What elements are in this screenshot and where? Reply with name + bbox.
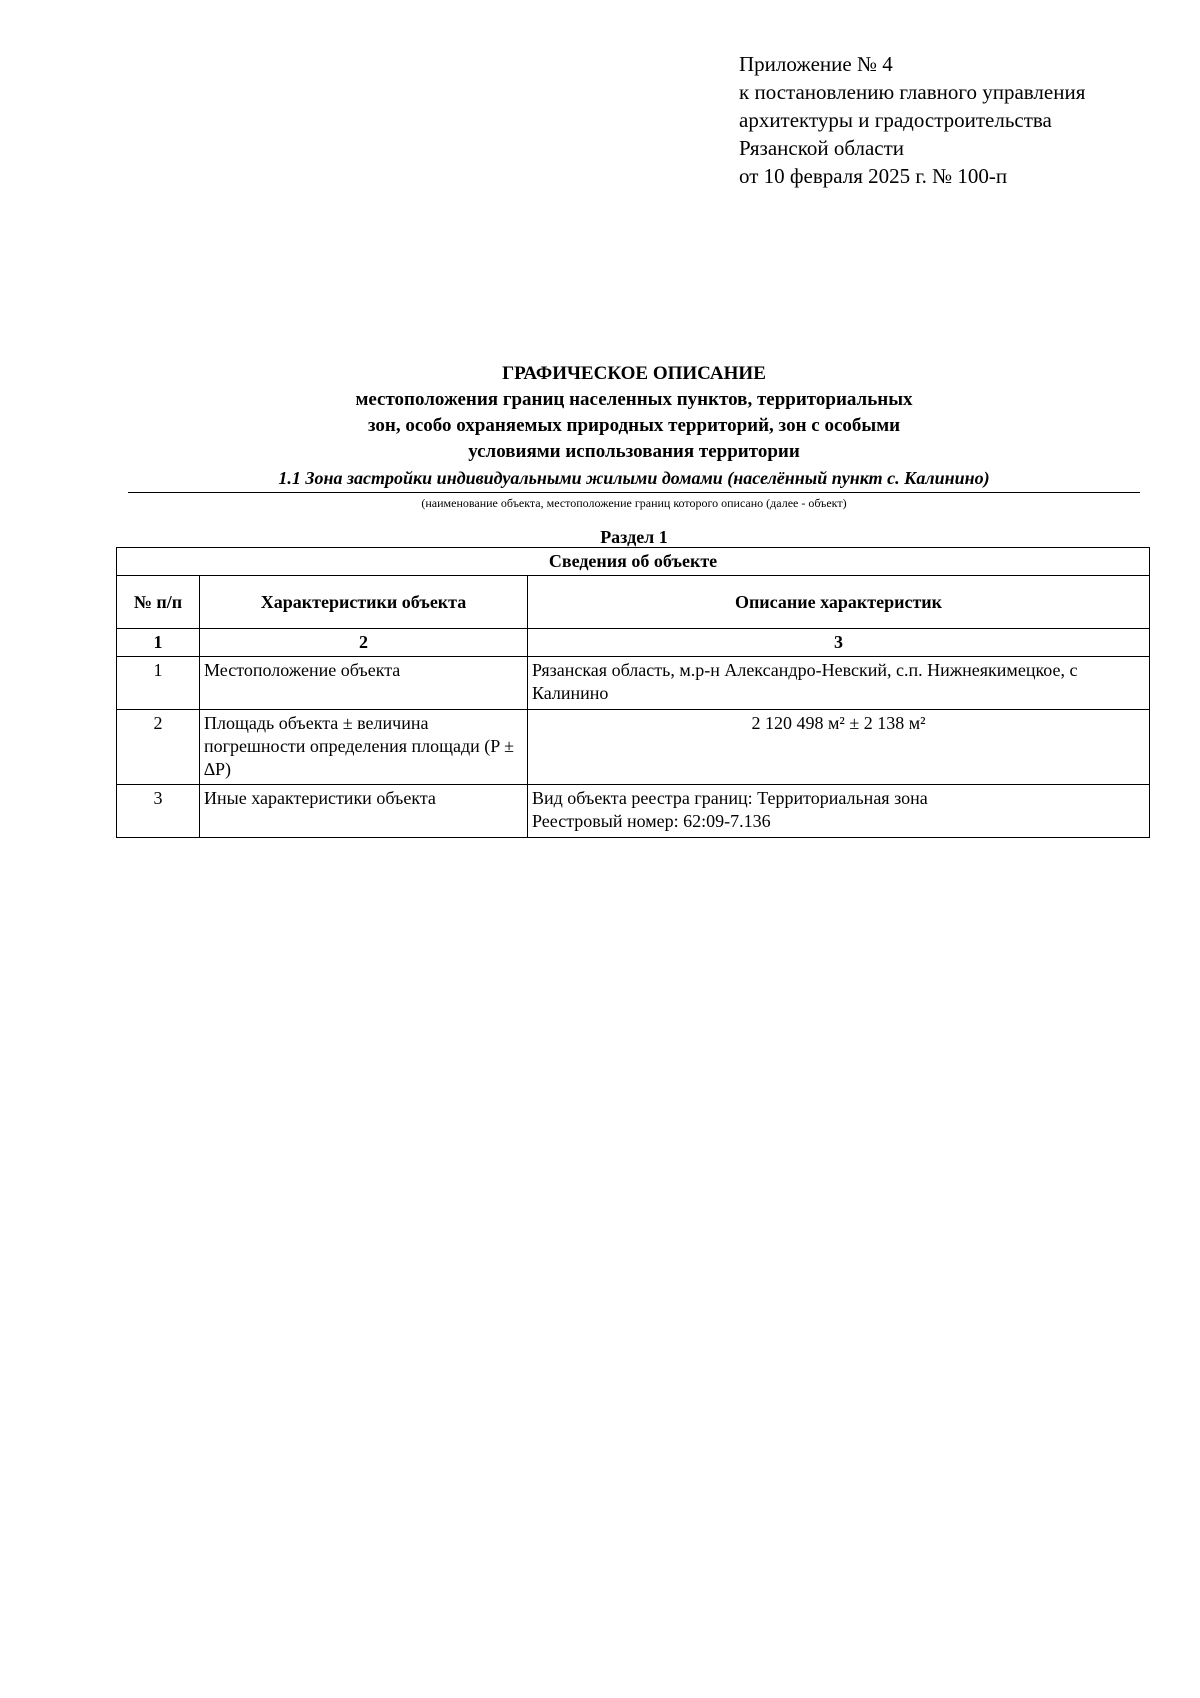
header-num: № п/п xyxy=(117,576,200,629)
column-number: 3 xyxy=(528,629,1150,657)
row-characteristic: Площадь объекта ± величина погрешности определения площади (P ± ∆P) xyxy=(200,710,528,785)
object-name-underline xyxy=(128,492,1140,493)
header-characteristic: Характеристики объекта xyxy=(200,576,528,629)
title-line: условиями использования территории xyxy=(468,441,800,462)
section-title: Раздел 1 xyxy=(600,527,668,547)
row-num: 3 xyxy=(117,785,200,838)
description-line: Реестровый номер: 62:09-7.136 xyxy=(532,811,771,831)
description-line: Вид объекта реестра границ: Территориальная зона xyxy=(532,788,928,808)
column-number: 2 xyxy=(200,629,528,657)
document-title xyxy=(0,361,1200,465)
column-number: 1 xyxy=(117,629,200,657)
appendix-header xyxy=(739,50,1085,190)
table-row xyxy=(117,785,1150,838)
object-name: 1.1 Зона застройки индивидуальными жилыми домами (населённый пункт с. Калинино) xyxy=(278,468,990,488)
row-characteristic: Местоположение объекта xyxy=(200,657,528,710)
appendix-line: к постановлению главного управления xyxy=(739,80,1086,104)
title-line: зон, особо охраняемых природных территорий, зон с особыми xyxy=(367,415,901,436)
row-num: 2 xyxy=(117,710,200,785)
table-row xyxy=(117,710,1150,785)
row-characteristic: Иные характеристики объекта xyxy=(200,785,528,838)
appendix-line: от 10 февраля 2025 г. № 100-п xyxy=(739,164,1008,188)
row-description: 2 120 498 м² ± 2 138 м² xyxy=(528,710,1150,785)
row-description xyxy=(528,785,1150,838)
appendix-line: архитектуры и градостроительства xyxy=(739,108,1052,132)
table-caption: Сведения об объекте xyxy=(117,548,1150,576)
title-line: местоположения границ населенных пунктов, территориальных xyxy=(355,389,913,410)
row-num: 1 xyxy=(117,657,200,710)
object-name-caption: (наименование объекта, местоположение границ которого описано (далее - объект) xyxy=(421,496,847,510)
object-info-table xyxy=(116,547,1150,838)
appendix-line: Рязанской области xyxy=(739,136,905,160)
title-line: ГРАФИЧЕСКОЕ ОПИСАНИЕ xyxy=(502,363,766,384)
appendix-line: Приложение № 4 xyxy=(739,52,893,76)
row-description: Рязанская область, м.р-н Александро-Невский, с.п. Нижнеякимецкое, с Калинино xyxy=(528,657,1150,710)
table-row xyxy=(117,657,1150,710)
header-description: Описание характеристик xyxy=(528,576,1150,629)
